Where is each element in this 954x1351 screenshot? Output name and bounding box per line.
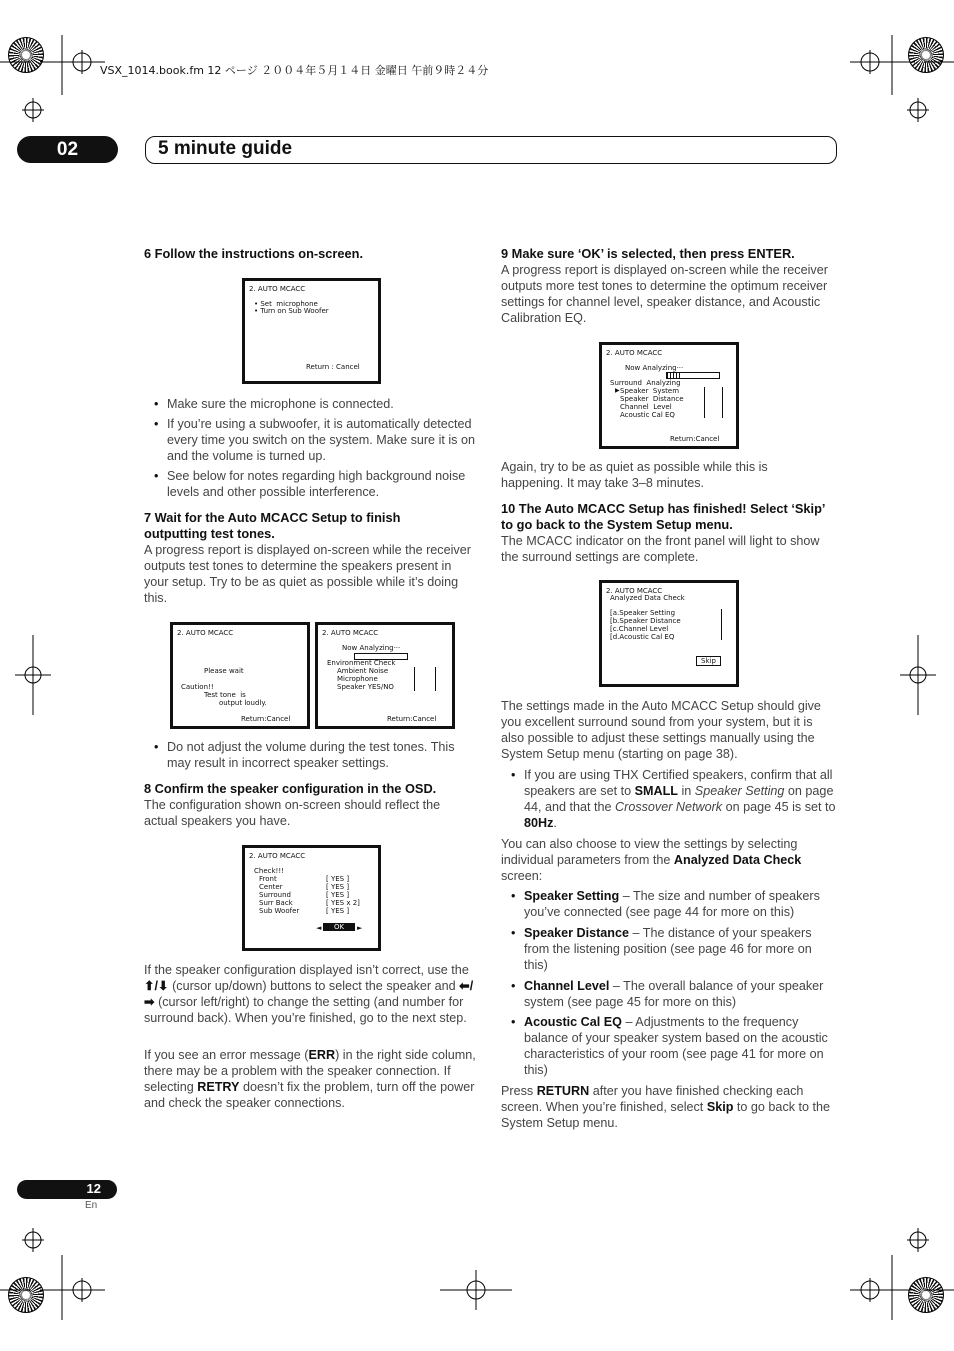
osd-footer: Return:Cancel (670, 435, 720, 443)
chapter-title: 5 minute guide (158, 138, 293, 159)
right-arrow-icon: ► (357, 924, 363, 932)
osd-title: 2. AUTO MCACC (249, 285, 306, 293)
speaker-value: [ YES ] (326, 875, 350, 883)
osd-screen-surround-analyzing (599, 342, 739, 449)
osd-title: 2. AUTO MCACC (606, 349, 663, 357)
speaker-label: Surround (259, 891, 291, 899)
bullet-item: • Make sure the microphone is connected. (154, 397, 394, 411)
left-right-arrows-icon: ⬅/➡ (144, 979, 474, 1009)
osd-footer: Return:Cancel (241, 715, 291, 723)
speaker-value: [ YES x 2] (326, 899, 360, 907)
osd-title: 2. AUTO MCACC (322, 629, 379, 637)
step-10-heading: 10 The Auto MCACC Setup has finished! Select ‘Skip’ to go back to the System Setup menu. (501, 501, 825, 532)
osd-footer: Return : Cancel (306, 363, 360, 371)
menu-bracket (719, 609, 722, 640)
page-number: 12 (86, 1181, 101, 1196)
step-6-heading: 6 Follow the instructions on-screen. (144, 246, 363, 261)
status-brackets (414, 667, 436, 691)
osd-line: Now Analyzing··· (342, 644, 401, 652)
speaker-label: Front (259, 875, 277, 883)
bullet-item-parameter: • Channel Level – The overall balance of your speaker system (see page 45 for more on this) (511, 979, 824, 1009)
paragraph-error-message: If you see an error message (ERR) in the right side column, there may be a problem with the speaker connection. If selecting RETRY doesn’t fix the problem, turn off the power and check the speaker connections. (144, 1048, 476, 1110)
paragraph-view-settings: You can also choose to view the settings by selecting individual parameters from the Analyzed Data Check screen: (501, 837, 802, 883)
osd-line: Microphone (337, 675, 378, 683)
bullet-item: • If you’re using a subwoofer, it is automatically detected every time you switch on the system. Make sure it is on and the volume is turned up. (154, 417, 475, 463)
osd-line: Now Analyzing··· (625, 364, 684, 372)
step-8-paragraph: The configuration shown on-screen should reflect the actual speakers you have. (144, 798, 441, 828)
speaker-value: [ YES ] (326, 907, 350, 915)
speaker-value: [ YES ] (326, 891, 350, 899)
osd-line: Speaker YES/NO (337, 683, 394, 691)
speaker-label: Surr Back (259, 899, 293, 907)
speaker-label: Center (259, 883, 283, 891)
bullet-item: • Do not adjust the volume during the test tones. This may result in incorrect speaker settings. (154, 740, 455, 770)
osd-line: • Turn on Sub Woofer (254, 307, 329, 315)
osd-line: Acoustic Cal EQ (620, 411, 675, 419)
osd-line: Test tone is (204, 691, 246, 699)
osd-title: 2. AUTO MCACC (177, 629, 234, 637)
left-arrow-icon: ◄ (316, 924, 322, 932)
menu-item-channel-level[interactable]: [c.Channel Level (610, 625, 669, 633)
step-9-paragraph: A progress report is displayed on-screen while the receiver outputs more test tones to determine the optimum receiver settings for channel level, speaker distance, and Acoustic Calibration EQ. (501, 263, 828, 325)
osd-line: Speaker System (620, 387, 680, 395)
paragraph-press-return: Press RETURN after you have finished checking each screen. When you’re finished, select Skip to go back to the System Setup menu. (501, 1084, 831, 1130)
step-8-heading: 8 Confirm the speaker configuration in the OSD. (144, 781, 437, 796)
osd-line: Ambient Noise (337, 667, 389, 675)
osd-subtitle: Analyzed Data Check (610, 594, 685, 602)
osd-line: output loudly. (219, 699, 267, 707)
osd-screen-analyzed-data-check (599, 580, 739, 687)
osd-line: • Set microphone (254, 300, 318, 308)
ok-button[interactable]: OK (323, 923, 355, 931)
osd-line: Channel Level (620, 403, 672, 411)
menu-item-speaker-setting[interactable]: [a.Speaker Setting (610, 609, 676, 617)
progress-bar (666, 372, 720, 379)
step-7-paragraph: A progress report is displayed on-screen while the receiver outputs test tones to determine the speakers present in your setup. Try to be as quiet as possible while it’s doing this. (144, 543, 471, 605)
step-10-paragraph: The MCACC indicator on the front panel will light to show the surround settings are complete. (501, 534, 820, 564)
bullet-item-thx: • If you are using THX Certified speakers, confirm that all speakers are set to SMALL in Speaker Setting on page 44, and that the Crossover Network on page 45 is set to 80Hz. (511, 768, 836, 830)
file-info-header: VSX_1014.book.fm 12 ページ ２００４年５月１４日 金曜日 午前９時２４分 (100, 64, 489, 77)
osd-title: 2. AUTO MCACC (249, 852, 306, 860)
bullet-item-parameter: • Speaker Distance – The distance of your speakers from the listening position (see page 46 for more on this) (511, 926, 812, 972)
paragraph-settings-summary: The settings made in the Auto MCACC Setup should give you excellent surround sound from your system, but it is also possible to adjust these settings manually using the System Setup menu (starting on page 38). (501, 699, 821, 761)
osd-line: Environment Check (327, 659, 396, 667)
osd-screen-setup-mic (242, 278, 381, 384)
speaker-value: [ YES ] (326, 883, 350, 891)
osd-line: Check!!! (254, 867, 284, 875)
selection-arrow-icon: ▶ (615, 387, 620, 394)
language-label: En (85, 1200, 98, 1211)
chapter-number: 02 (56, 139, 79, 160)
page-number-badge (17, 1180, 117, 1199)
step-7-heading: 7 Wait for the Auto MCACC Setup to finish outputting test tones. (144, 510, 401, 541)
speaker-label: Sub Woofer (259, 907, 300, 915)
skip-button[interactable]: Skip (696, 656, 721, 666)
osd-line: Speaker Distance (620, 395, 684, 403)
paragraph-cursor-instructions: If the speaker configuration displayed isn’t correct, use the ⬆/⬇ (cursor up/down) buttons to select the speaker and ⬅/➡ (cursor left/right) to change the setting (and number for surround back). When you’re finished, go to the next step. (144, 963, 474, 1025)
osd-line: Please wait (204, 667, 244, 675)
osd-line: Caution!! (181, 683, 214, 691)
osd-screen-environment-check (315, 622, 455, 729)
step-9-heading: 9 Make sure ‘OK’ is selected, then press ENTER. (501, 246, 795, 261)
osd-line: Surround Analyzing (610, 379, 681, 387)
up-down-arrows-icon: ⬆/⬇ (144, 979, 169, 993)
osd-screen-speaker-check (242, 845, 381, 951)
menu-item-speaker-distance[interactable]: [b.Speaker Distance (610, 617, 681, 625)
osd-screen-please-wait (170, 622, 310, 729)
menu-item-acoustic-cal-eq[interactable]: [d.Acoustic Cal EQ (610, 633, 675, 641)
step-9-paragraph-b: Again, try to be as quiet as possible while this is happening. It may take 3–8 minutes. (501, 460, 768, 490)
bullet-item-parameter: • Acoustic Cal EQ – Adjustments to the frequency balance of your speaker system based on the acoustic characteristics of your room (see page 41 for more on this) (511, 1015, 828, 1077)
chapter-title-bar (145, 136, 837, 164)
status-brackets (704, 387, 723, 418)
bullet-item: • See below for notes regarding high background noise levels and other possible interference. (154, 469, 466, 499)
osd-title: 2. AUTO MCACC (606, 587, 663, 595)
chapter-badge (17, 136, 118, 163)
osd-footer: Return:Cancel (387, 715, 437, 723)
bullet-item-parameter: • Speaker Setting – The size and number of speakers you’ve connected (see page 44 for more on this) (511, 889, 820, 919)
